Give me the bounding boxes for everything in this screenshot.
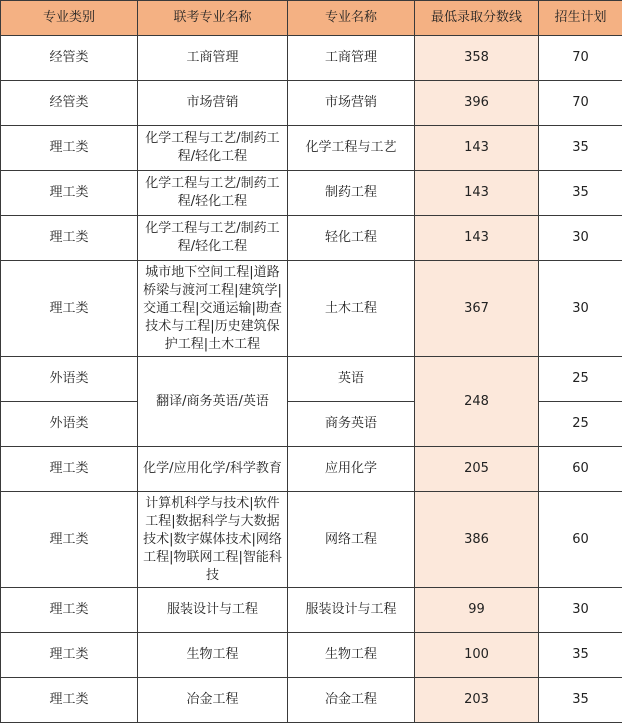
category-cell: 理工类 bbox=[1, 588, 138, 633]
header-plan: 招生计划 bbox=[539, 1, 622, 36]
exam-major-cell: 化学/应用化学/科学教育 bbox=[138, 447, 288, 492]
plan-cell: 60 bbox=[539, 447, 622, 492]
exam-major-cell: 化学工程与工艺/制药工程/轻化工程 bbox=[138, 216, 288, 261]
category-cell: 经管类 bbox=[1, 36, 138, 81]
table-row bbox=[1, 678, 622, 723]
category-cell: 理工类 bbox=[1, 171, 138, 216]
score-cell: 396 bbox=[415, 81, 539, 126]
major-cell: 服装设计与工程 bbox=[288, 588, 415, 633]
major-cell: 冶金工程 bbox=[288, 678, 415, 723]
exam-major-cell: 生物工程 bbox=[138, 633, 288, 678]
score-cell: 203 bbox=[415, 678, 539, 723]
exam-major-cell: 化学工程与工艺/制药工程/轻化工程 bbox=[138, 171, 288, 216]
exam-major-cell: 市场营销 bbox=[138, 81, 288, 126]
table-row bbox=[1, 633, 622, 678]
major-cell: 化学工程与工艺 bbox=[288, 126, 415, 171]
category-cell: 理工类 bbox=[1, 633, 138, 678]
table-row bbox=[1, 171, 622, 216]
plan-cell: 60 bbox=[539, 492, 622, 588]
major-cell: 市场营销 bbox=[288, 81, 415, 126]
exam-major-cell: 计算机科学与技术|软件工程|数据科学与大数据技术|数字媒体技术|网络工程|物联网工程|智能科技 bbox=[138, 492, 288, 588]
exam-major-cell: 服装设计与工程 bbox=[138, 588, 288, 633]
category-cell: 理工类 bbox=[1, 678, 138, 723]
major-cell: 土木工程 bbox=[288, 261, 415, 357]
score-cell: 143 bbox=[415, 216, 539, 261]
category-cell: 理工类 bbox=[1, 447, 138, 492]
score-cell: 143 bbox=[415, 126, 539, 171]
score-cell: 143 bbox=[415, 171, 539, 216]
score-cell: 248 bbox=[415, 357, 539, 447]
major-cell: 网络工程 bbox=[288, 492, 415, 588]
score-cell: 100 bbox=[415, 633, 539, 678]
table-row bbox=[1, 588, 622, 633]
major-cell: 制药工程 bbox=[288, 171, 415, 216]
plan-cell: 30 bbox=[539, 588, 622, 633]
plan-cell: 70 bbox=[539, 81, 622, 126]
table-row bbox=[1, 126, 622, 171]
header-row bbox=[1, 1, 622, 36]
major-cell: 轻化工程 bbox=[288, 216, 415, 261]
category-cell: 外语类 bbox=[1, 357, 138, 402]
header-min-score: 最低录取分数线 bbox=[415, 1, 539, 36]
plan-cell: 70 bbox=[539, 36, 622, 81]
major-cell: 应用化学 bbox=[288, 447, 415, 492]
header-category: 专业类别 bbox=[1, 1, 138, 36]
plan-cell: 35 bbox=[539, 678, 622, 723]
exam-major-cell: 城市地下空间工程|道路桥梁与渡河工程|建筑学|交通工程|交通运输|勘查技术与工程|历史建筑保护工程|土木工程 bbox=[138, 261, 288, 357]
table-row bbox=[1, 261, 622, 357]
score-cell: 386 bbox=[415, 492, 539, 588]
plan-cell: 25 bbox=[539, 357, 622, 402]
score-cell: 205 bbox=[415, 447, 539, 492]
plan-cell: 30 bbox=[539, 261, 622, 357]
table-row bbox=[1, 36, 622, 81]
plan-cell: 35 bbox=[539, 171, 622, 216]
plan-cell: 30 bbox=[539, 216, 622, 261]
exam-major-cell: 冶金工程 bbox=[138, 678, 288, 723]
category-cell: 理工类 bbox=[1, 261, 138, 357]
plan-cell: 35 bbox=[539, 126, 622, 171]
major-cell: 英语 bbox=[288, 357, 415, 402]
major-cell: 商务英语 bbox=[288, 402, 415, 447]
header-exam-major: 联考专业名称 bbox=[138, 1, 288, 36]
table-row bbox=[1, 216, 622, 261]
exam-major-cell: 翻译/商务英语/英语 bbox=[138, 357, 288, 447]
score-cell: 358 bbox=[415, 36, 539, 81]
major-cell: 生物工程 bbox=[288, 633, 415, 678]
category-cell: 理工类 bbox=[1, 216, 138, 261]
score-cell: 367 bbox=[415, 261, 539, 357]
plan-cell: 35 bbox=[539, 633, 622, 678]
category-cell: 经管类 bbox=[1, 81, 138, 126]
plan-cell: 25 bbox=[539, 402, 622, 447]
exam-major-cell: 工商管理 bbox=[138, 36, 288, 81]
exam-major-cell: 化学工程与工艺/制药工程/轻化工程 bbox=[138, 126, 288, 171]
table-row bbox=[1, 81, 622, 126]
score-cell: 99 bbox=[415, 588, 539, 633]
major-cell: 工商管理 bbox=[288, 36, 415, 81]
header-major: 专业名称 bbox=[288, 1, 415, 36]
category-cell: 理工类 bbox=[1, 492, 138, 588]
category-cell: 理工类 bbox=[1, 126, 138, 171]
table-row bbox=[1, 357, 622, 402]
category-cell: 外语类 bbox=[1, 402, 138, 447]
table-row bbox=[1, 492, 622, 588]
table-row bbox=[1, 447, 622, 492]
